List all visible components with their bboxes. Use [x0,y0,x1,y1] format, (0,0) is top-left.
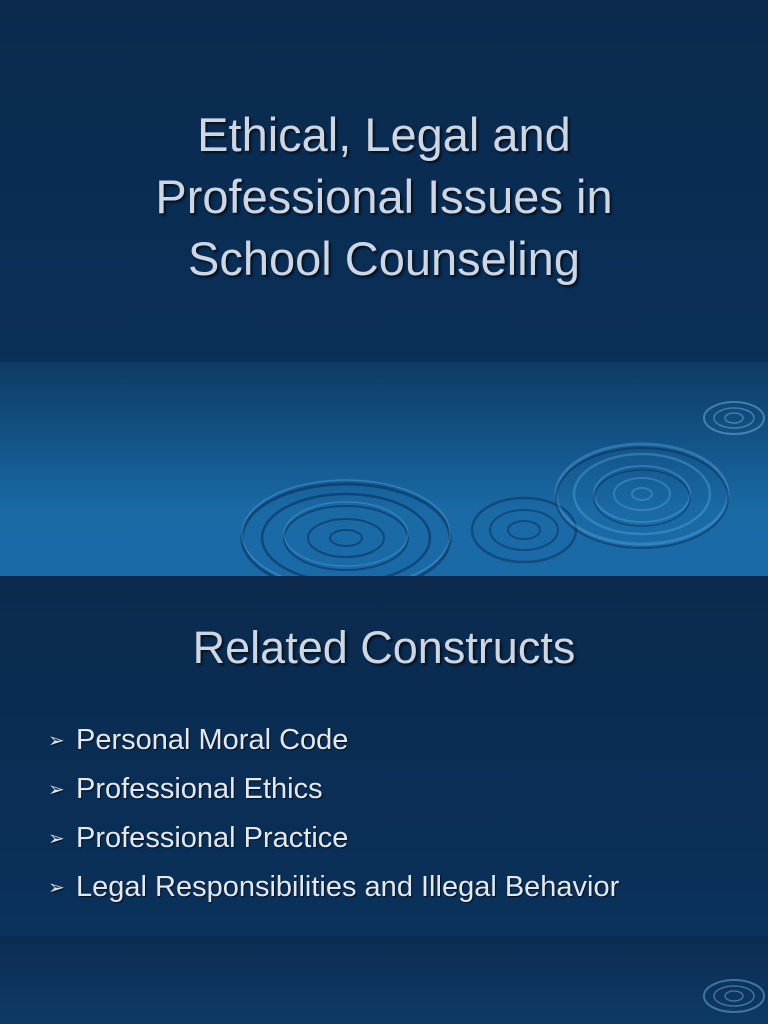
list-item [48,863,619,912]
list-item-label: Professional Practice [76,822,349,854]
list-item [48,716,619,765]
bullet-list [48,716,619,912]
title-line-1: Ethical, Legal and [197,108,571,161]
list-item-label: Professional Ethics [76,773,323,805]
arrow-bullet-icon: ➢ [48,730,65,752]
arrow-bullet-icon: ➢ [48,877,65,899]
list-item [48,765,619,814]
list-item-label: Personal Moral Code [76,724,349,756]
arrow-bullet-icon: ➢ [48,779,65,801]
slide-2-title: Related Constructs [192,622,576,673]
water-ripples-decoration-small [0,936,768,1024]
title-line-3: School Counseling [188,232,580,285]
water-ripples-decoration [0,362,768,576]
arrow-bullet-icon: ➢ [48,828,65,850]
list-item [48,814,619,863]
slide-1-title [0,104,768,290]
slide-2[interactable] [0,576,768,1024]
list-item-label: Legal Responsibilities and Illegal Behavior [76,871,620,903]
title-line-2: Professional Issues in [155,170,613,223]
